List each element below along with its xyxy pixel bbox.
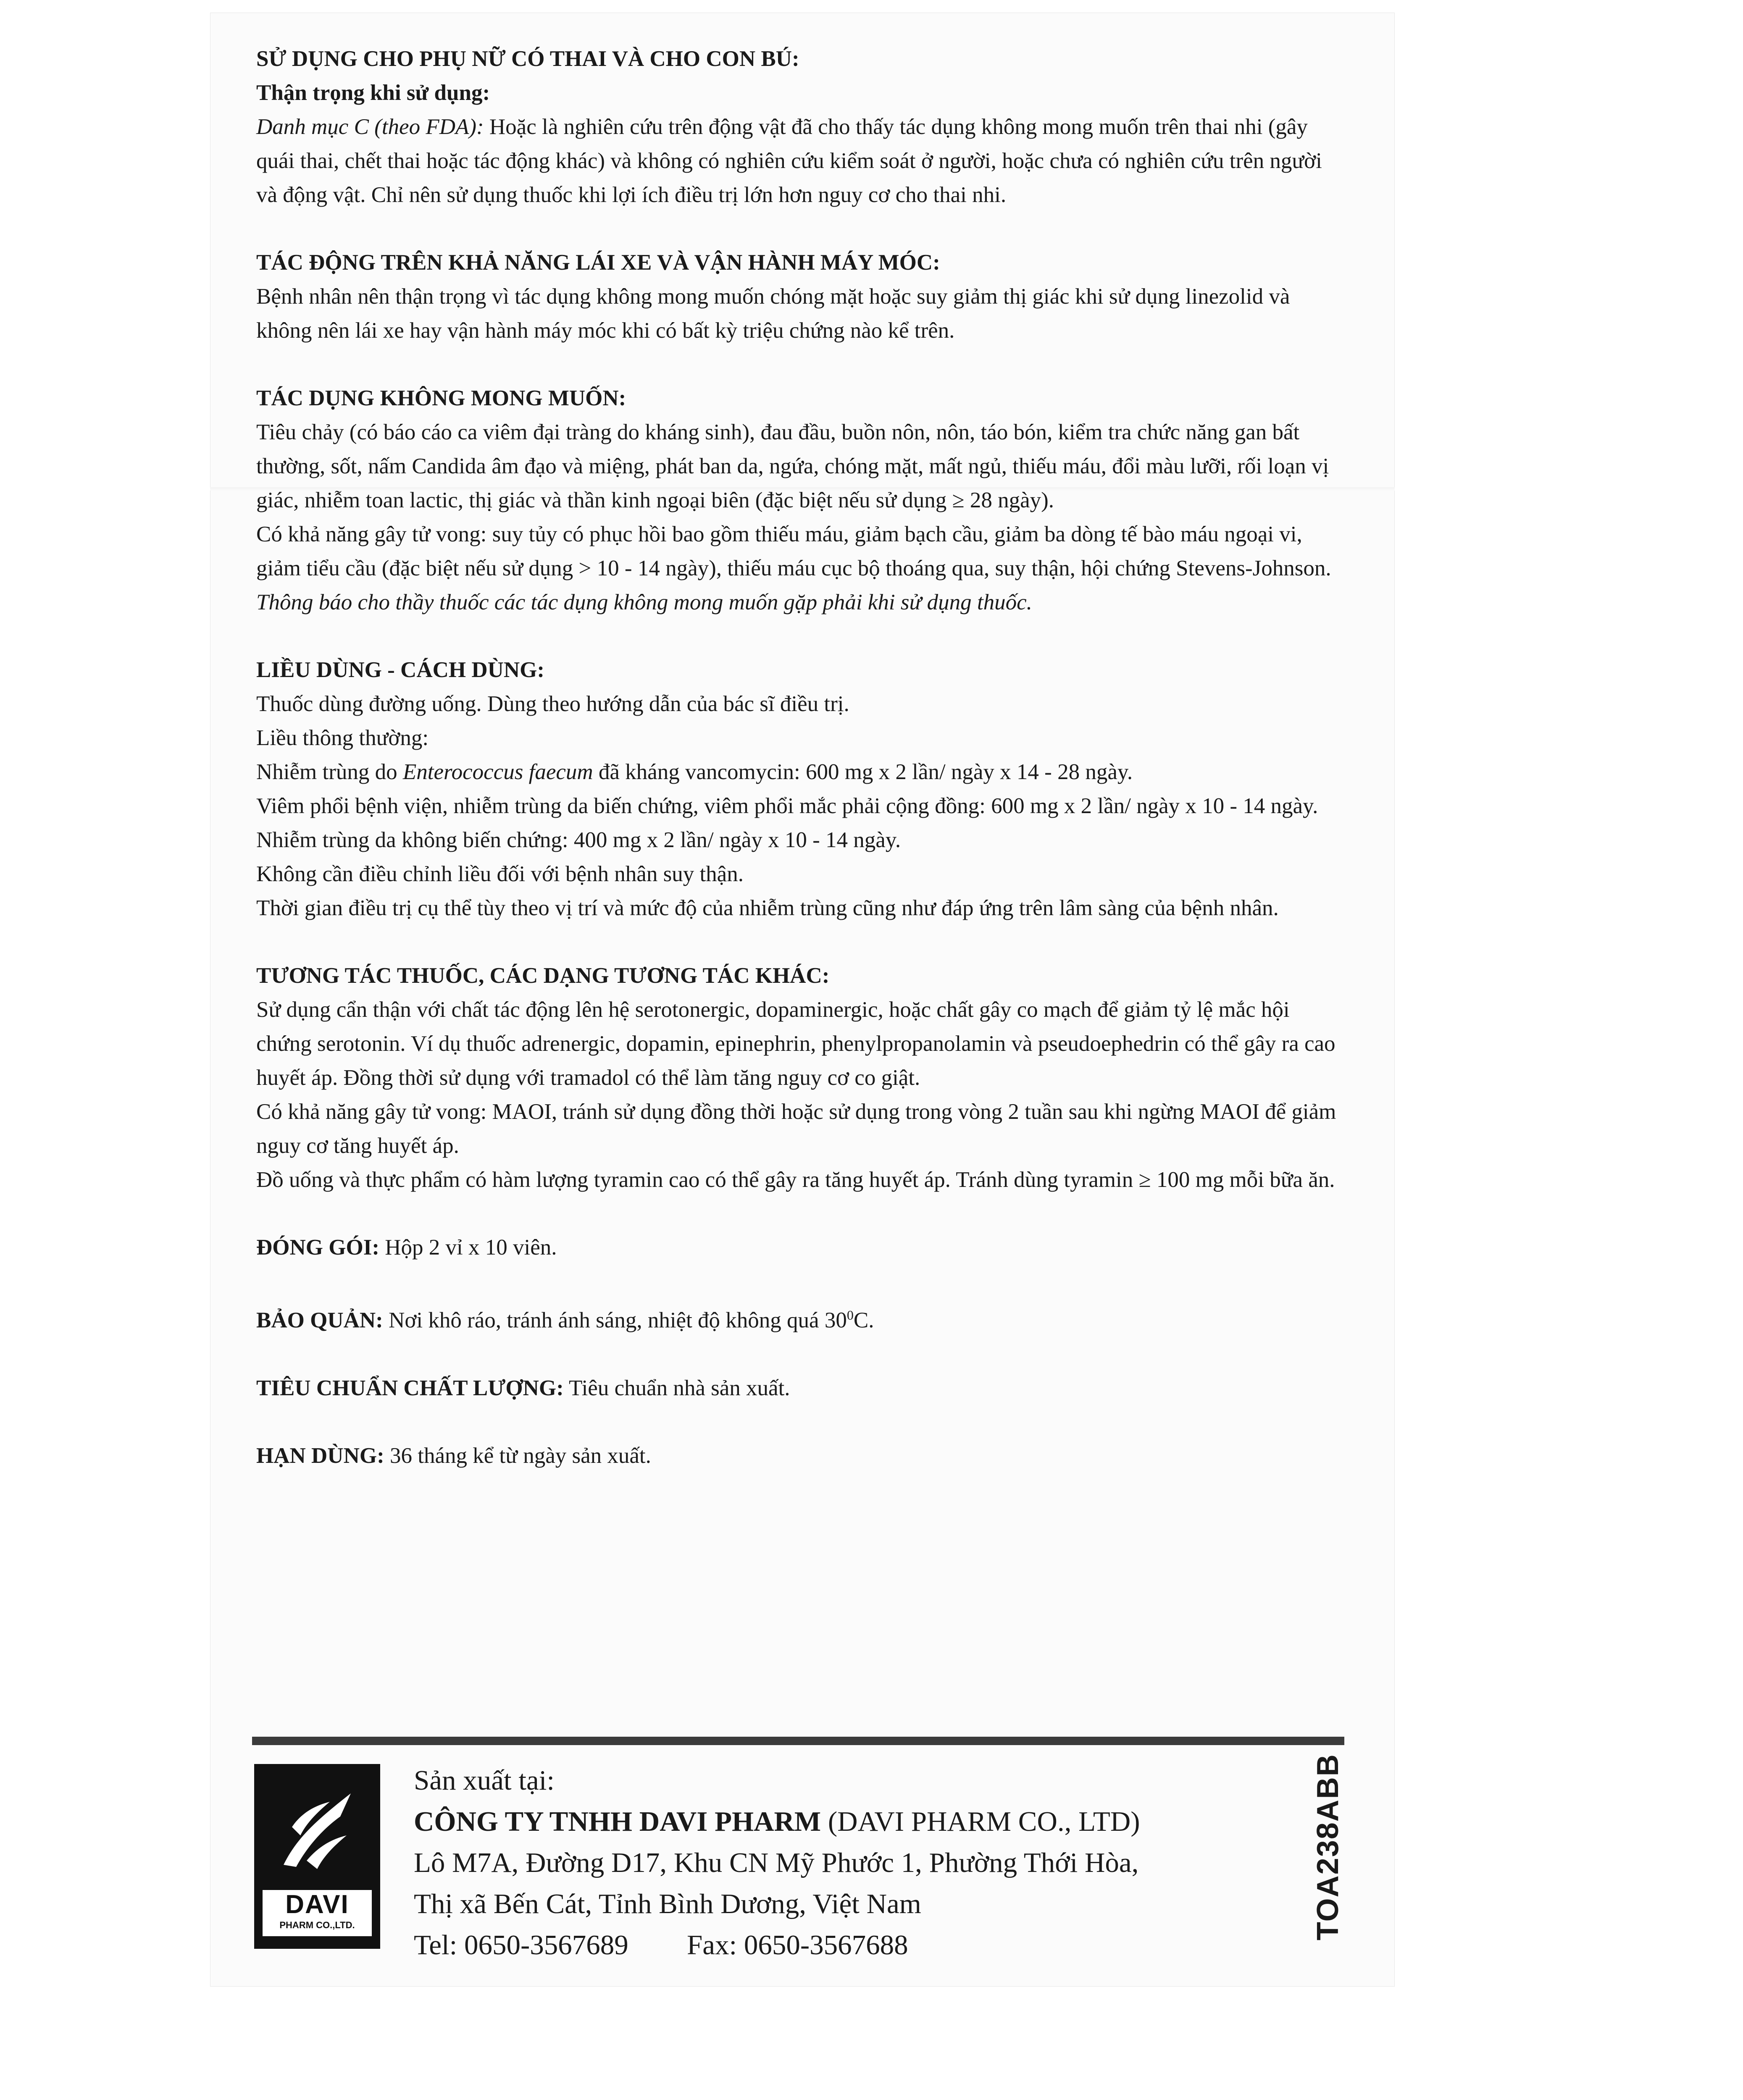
standard-line xyxy=(256,1371,1344,1405)
packaging-line xyxy=(256,1231,1344,1265)
expiry-line xyxy=(256,1439,1344,1473)
dosage-line-1: Thuốc dùng đường uống. Dùng theo hướng dẫn của bác sĩ điều trị. xyxy=(256,692,849,716)
dosage-line-6: Không cần điều chỉnh liều đối với bệnh nhân suy thận. xyxy=(256,862,744,886)
logo-name: DAVI xyxy=(285,1890,349,1919)
pregnancy-text xyxy=(256,110,1344,212)
interactions-heading: TƯƠNG TÁC THUỐC, CÁC DẠNG TƯƠNG TÁC KHÁC: xyxy=(256,963,830,988)
section-pregnancy xyxy=(256,42,1344,212)
section-interactions xyxy=(256,959,1344,1197)
side-effects-p1: Tiêu chảy (có báo cáo ca viêm đại tràng do kháng sinh), đau đầu, buồn nôn, nôn, táo bón, kiểm tra chức năng gan bất thường, sốt, nấm Candida âm đạo và miệng, phát ban da, ngứa, chóng mặt, mất ngủ, thiếu máu, đổi màu lưỡi, rối loạn vị giác, nhiễm toan lactic, thị giác và thần kinh ngoại biên (đặc biệt nếu sử dụng ≥ 28 ngày). xyxy=(256,420,1329,512)
tel-number: Tel: 0650-3567689 xyxy=(414,1929,628,1961)
made-at-label: Sản xuất tại: xyxy=(414,1765,555,1796)
dosage-line-2: Liều thông thường: xyxy=(256,726,429,750)
side-effects-p2: Có khả năng gây tử vong: suy tủy có phục hồi bao gồm thiếu máu, giảm bạch cầu, giảm ba dòng tế bào máu ngoại vi, giảm tiểu cầu (đặc biệt nếu sử dụng > 10 - 14 ngày), thiếu máu cục bộ thoáng qua, suy thận, hội chứng Stevens-Johnson. xyxy=(256,522,1331,580)
interactions-p3: Đồ uống và thực phẩm có hàm lượng tyramin cao có thể gây ra tăng huyết áp. Tránh dùng tyramin ≥ 100 mg mỗi bữa ăn. xyxy=(256,1168,1335,1192)
standard-label: TIÊU CHUẨN CHẤT LƯỢNG: xyxy=(256,1376,564,1400)
packaging-text: Hộp 2 vỉ x 10 viên. xyxy=(379,1235,557,1260)
storage-tail: C. xyxy=(853,1308,874,1333)
section-side-effects xyxy=(256,381,1344,620)
storage-text: Nơi khô ráo, tránh ánh sáng, nhiệt độ không quá 30 xyxy=(383,1308,847,1333)
company-name-en: (DAVI PHARM CO., LTD) xyxy=(821,1806,1140,1837)
degree-sup: 0 xyxy=(847,1307,854,1323)
driving-heading: TÁC ĐỘNG TRÊN KHẢ NĂNG LÁI XE VÀ VẬN HÀNH MÁY MÓC: xyxy=(256,250,940,275)
fda-category: Danh mục C (theo FDA): xyxy=(256,115,484,139)
dosage-line-3-post: đã kháng vancomycin: 600 mg x 2 lần/ ngày x 14 - 28 ngày. xyxy=(593,760,1133,784)
pregnancy-body: Hoặc là nghiên cứu trên động vật đã cho thấy tác dụng không mong muốn trên thai nhi (gây quái thai, chết thai hoặc tác động khác) và không có nghiên cứu kiểm soát ở người, hoặc chưa có nghiên cứu trên người và động vật. Chỉ nên sử dụng thuốc khi lợi ích điều trị lớn hơn nguy cơ cho thai nhi. xyxy=(256,115,1322,207)
dosage-line-4: Viêm phổi bệnh viện, nhiễm trùng da biến chứng, viêm phổi mắc phải cộng đồng: 600 mg x 2 lần/ ngày x 10 - 14 ngày. xyxy=(256,794,1318,818)
storage-label: BẢO QUẢN: xyxy=(256,1308,383,1333)
packaging-label: ĐÓNG GÓI: xyxy=(256,1235,379,1260)
standard-text: Tiêu chuẩn nhà sản xuất. xyxy=(563,1376,790,1400)
davi-swoosh-icon xyxy=(267,1777,368,1886)
section-storage xyxy=(256,1298,1344,1338)
side-effects-heading: TÁC DỤNG KHÔNG MONG MUỐN: xyxy=(256,386,626,410)
section-packaging xyxy=(256,1231,1344,1265)
logo-wordmark xyxy=(263,1890,372,1936)
driving-text: Bệnh nhân nên thận trọng vì tác dụng không mong muốn chóng mặt hoặc suy giảm thị giác khi sử dụng linezolid và không nên lái xe hay vận hành máy móc khi có bất kỳ triệu chứng nào kể trên. xyxy=(256,284,1290,343)
pregnancy-heading: SỬ DỤNG CHO PHỤ NỮ CÓ THAI VÀ CHO CON BÚ: xyxy=(256,47,799,71)
footer-divider xyxy=(252,1737,1344,1745)
organism-name: Enterococcus faecum xyxy=(402,760,593,784)
section-expiry xyxy=(256,1439,1344,1473)
dosage-line-7: Thời gian điều trị cụ thể tùy theo vị trí và mức độ của nhiễm trùng cũng như đáp ứng trên lâm sàng của bệnh nhân. xyxy=(256,896,1279,920)
interactions-p1: Sử dụng cẩn thận với chất tác động lên hệ serotonergic, dopaminergic, hoặc chất gây co mạch để giảm tỷ lệ mắc hội chứng serotonin. Ví dụ thuốc adrenergic, dopamin, epinephrin, phenylpropanolamin và pseudoephedrin có thể gây ra cao huyết áp. Đồng thời sử dụng với tramadol có thể làm tăng nguy cơ co giật. xyxy=(256,998,1336,1090)
manufacturer-block xyxy=(414,1760,1254,1966)
address-line-1: Lô M7A, Đường D17, Khu CN Mỹ Phước 1, Phường Thới Hòa, xyxy=(414,1847,1139,1878)
section-dosage xyxy=(256,653,1344,925)
dosage-line-3 xyxy=(256,755,1344,789)
company-line xyxy=(414,1801,1254,1842)
interactions-p2: Có khả năng gây tử vong: MAOI, tránh sử dụng đồng thời hoặc sử dụng trong vòng 2 tuần sau khi ngừng MAOI để giảm nguy cơ tăng huyết áp. xyxy=(256,1100,1336,1158)
company-name: CÔNG TY TNHH DAVI PHARM xyxy=(414,1806,821,1837)
pregnancy-subheading: Thận trọng khi sử dụng: xyxy=(256,81,490,105)
dosage-line-3-pre: Nhiễm trùng do xyxy=(256,760,403,784)
dosage-heading: LIỀU DÙNG - CÁCH DÙNG: xyxy=(256,658,545,682)
leaflet-content xyxy=(256,42,1344,1507)
logo-subname: PHARM CO.,LTD. xyxy=(279,1920,355,1930)
document-code: TOA238ABB xyxy=(1311,1754,1345,1940)
expiry-label: HẠN DÙNG: xyxy=(256,1443,384,1468)
expiry-text: 36 tháng kể từ ngày sản xuất. xyxy=(384,1443,651,1468)
contact-line xyxy=(414,1924,1254,1966)
section-driving xyxy=(256,246,1344,348)
dosage-line-5: Nhiễm trùng da không biến chứng: 400 mg x 2 lần/ ngày x 10 - 14 ngày. xyxy=(256,828,901,852)
address-line-2: Thị xã Bến Cát, Tỉnh Bình Dương, Việt Nam xyxy=(414,1888,921,1919)
storage-line xyxy=(256,1298,1344,1338)
davi-logo xyxy=(254,1764,380,1949)
side-effects-notice: Thông báo cho thầy thuốc các tác dụng không mong muốn gặp phải khi sử dụng thuốc. xyxy=(256,590,1032,614)
fax-number: Fax: 0650-3567688 xyxy=(687,1929,908,1961)
section-standard xyxy=(256,1371,1344,1405)
